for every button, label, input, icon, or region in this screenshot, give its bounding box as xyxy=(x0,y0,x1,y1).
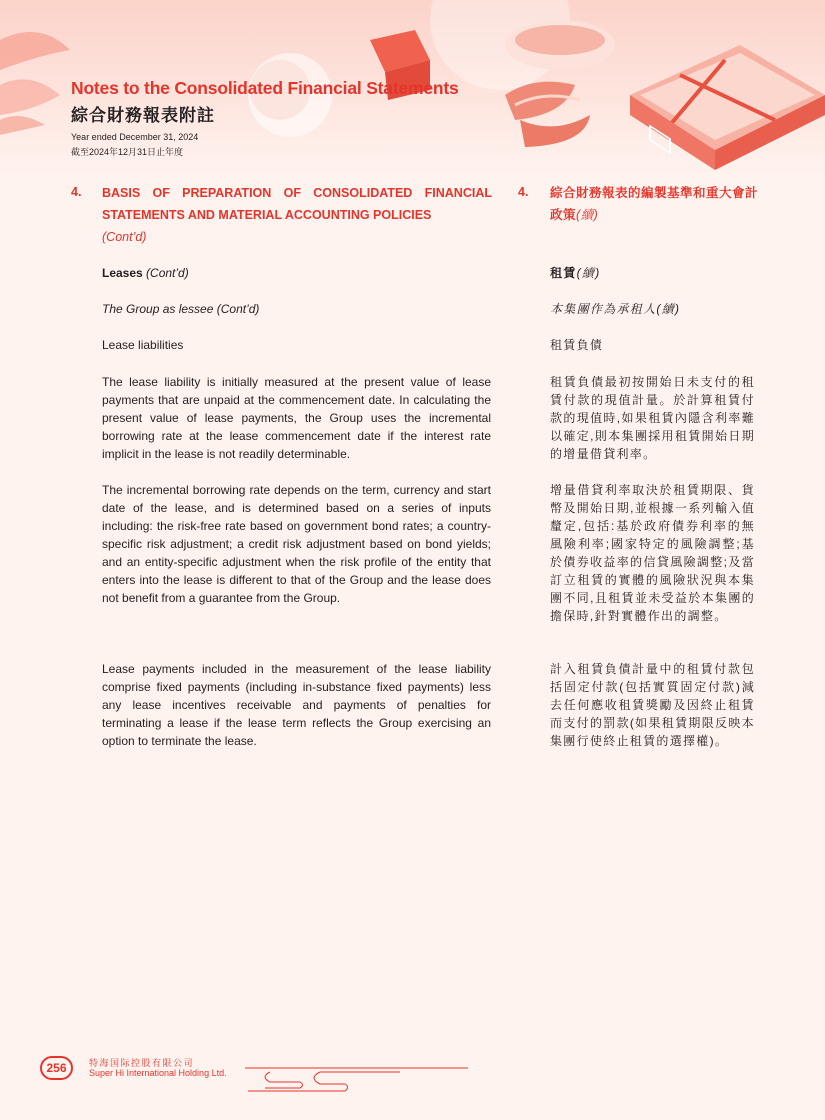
section-title-zh-text: 綜合財務報表的編製基準和重大會計政策 xyxy=(550,186,759,222)
paragraph-en-1: The lease liability is initially measured at the present value of lease payments that are unpaid at the commencement date. In calculating the present value of lease payments, the Group uses the incremental borrowing rate at the lease commencement date if the interest rate implicit in the lease is not readily determinable. xyxy=(102,375,491,461)
section-contd-zh: (續) xyxy=(576,208,599,222)
header-title-zh: 綜合財務報表附註 xyxy=(71,106,215,125)
subheading-liabilities-en: Lease liabilities xyxy=(102,338,184,352)
leases-label-en: Leases xyxy=(102,266,143,280)
subheading-lessee-en: The Group as lessee (Cont’d) xyxy=(102,302,260,316)
header-year-zh: 截至2024年12月31日止年度 xyxy=(71,147,184,157)
paragraph-zh-3: 計入租賃負債計量中的租賃付款包括固定付款(包括實質固定付款)減去任何應收租賃獎勵及因終止租賃而支付的罰款(如果租賃期限反映本集團行使終止租賃的選擇權)。 xyxy=(550,662,755,748)
paragraph-zh-2: 增量借貸利率取決於租賃期限、貨幣及開始日期,並根據一系列輸入值釐定,包括:基於政府債券利率的無風險利率;國家特定的風險調整;基於債券收益率的信貸風險調整;及當訂立租賃的實體的風險狀況與本集團不同,且租賃並未受益於本集團的擔保時,針對實體作出的調整。 xyxy=(550,483,755,623)
page-header xyxy=(71,78,459,158)
leases-contd-en: (Cont’d) xyxy=(146,266,189,280)
subheading-leases-en xyxy=(102,264,491,282)
footer-wave-decoration xyxy=(245,1060,475,1100)
page-number-badge: 256 xyxy=(40,1056,73,1080)
section-title-en-text: BASIS OF PREPARATION OF CONSOLIDATED FINANCIAL STATEMENTS AND MATERIAL ACCOUNTING POLICIES xyxy=(102,186,492,222)
leases-contd-zh: (續) xyxy=(576,266,601,280)
section-number-en: 4. xyxy=(71,185,82,199)
paragraph-en-3: Lease payments included in the measurement of the lease liability comprise fixed payments (including in-substance fixed payments) less any lease incentives receivable and payments of penalties for terminating a lease if the lease term reflects the Group exercising an option to terminate the lease. xyxy=(102,662,491,748)
subheading-leases-zh xyxy=(550,264,755,282)
section-title-en xyxy=(102,182,492,248)
paragraph-zh-1: 租賃負債最初按開始日未支付的租賃付款的現值計量。於計算租賃付款的現值時,如果租賃內隱含利率難以確定,則本集團採用租賃開始日期的增量借貸利率。 xyxy=(550,375,755,461)
header-year-en: Year ended December 31, 2024 xyxy=(71,132,199,142)
subheading-lessee-zh: 本集團作為承租人(續) xyxy=(550,302,681,316)
section-title-zh xyxy=(550,182,765,226)
footer-company-en: Super Hi International Holding Ltd. xyxy=(89,1068,227,1078)
section-number-zh: 4. xyxy=(518,185,529,199)
footer-company-zh: 特海国际控股有限公司 xyxy=(89,1058,195,1068)
subheading-liabilities-zh: 租賃負債 xyxy=(550,338,604,352)
section-contd-en: (Cont’d) xyxy=(102,230,147,244)
header-title-en: Notes to the Consolidated Financial Statements xyxy=(71,78,459,98)
paragraph-en-2: The incremental borrowing rate depends on the term, currency and start date of the lease, and is determined based on a series of inputs including: the risk-free rate based on government bond rates; a country-specific risk adjustment; a credit risk adjustment based on bond yields; and an entity-specific adjustment when the risk profile of the entity that enters into the lease is different to that of the Group and the lease does not benefit from a guarantee from the Group. xyxy=(102,483,491,605)
leases-label-zh: 租賃 xyxy=(550,266,577,280)
